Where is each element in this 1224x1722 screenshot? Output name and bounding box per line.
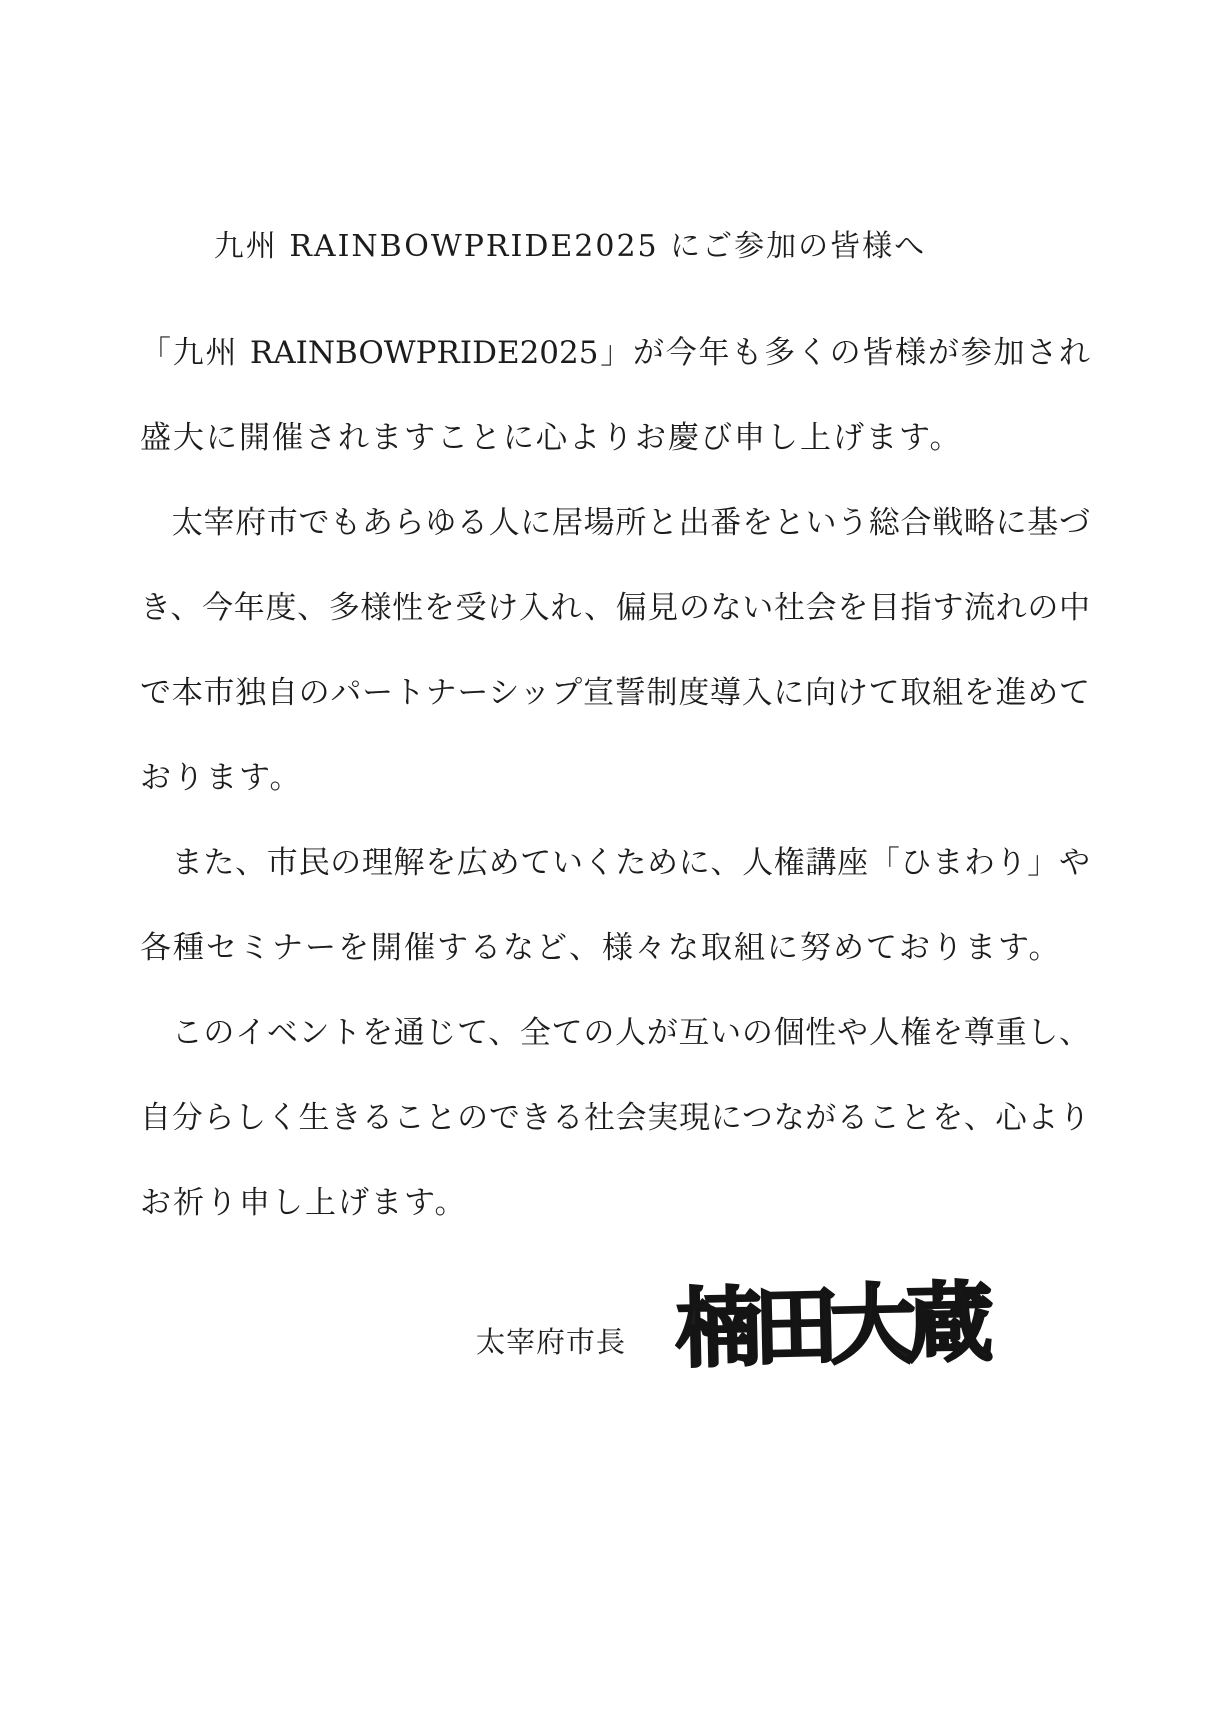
body-line: このイベントを通じて、全ての人が互いの個性や人権を尊重し、 — [140, 1015, 1090, 1051]
body-line: 太宰府市でもあらゆる人に居場所と出番をという総合戦略に基づ — [140, 505, 1090, 541]
signature-block — [0, 1260, 1224, 1440]
body-line: 「九州 RAINBOWPRIDE2025」が今年も多くの皆様が参加され — [140, 335, 1090, 371]
body-line: また、市民の理解を広めていくために、人権講座「ひまわり」や — [140, 845, 1090, 881]
body-line: き、今年度、多様性を受け入れ、偏見のない社会を目指す流れの中 — [140, 590, 1090, 626]
body-line: 盛大に開催されますことに心よりお慶び申し上げます。 — [140, 420, 963, 456]
letter-body — [140, 311, 1090, 1246]
body-line: 自分らしく生きることのできる社会実現につながることを、心より — [140, 1100, 1090, 1136]
body-line: お祈り申し上げます。 — [140, 1185, 468, 1221]
body-line: おります。 — [140, 760, 303, 796]
body-line: 各種セミナーを開催するなど、様々な取組に努めております。 — [140, 930, 1062, 966]
letter-title: 九州 RAINBOWPRIDE2025 にご参加の皆様へ — [213, 229, 927, 264]
body-line: で本市独自のパートナーシップ宣誓制度導入に向けて取組を進めて — [140, 675, 1090, 711]
signature-role: 太宰府市長 — [476, 1325, 627, 1359]
signature-name: 楠田大蔵 — [674, 1273, 985, 1380]
